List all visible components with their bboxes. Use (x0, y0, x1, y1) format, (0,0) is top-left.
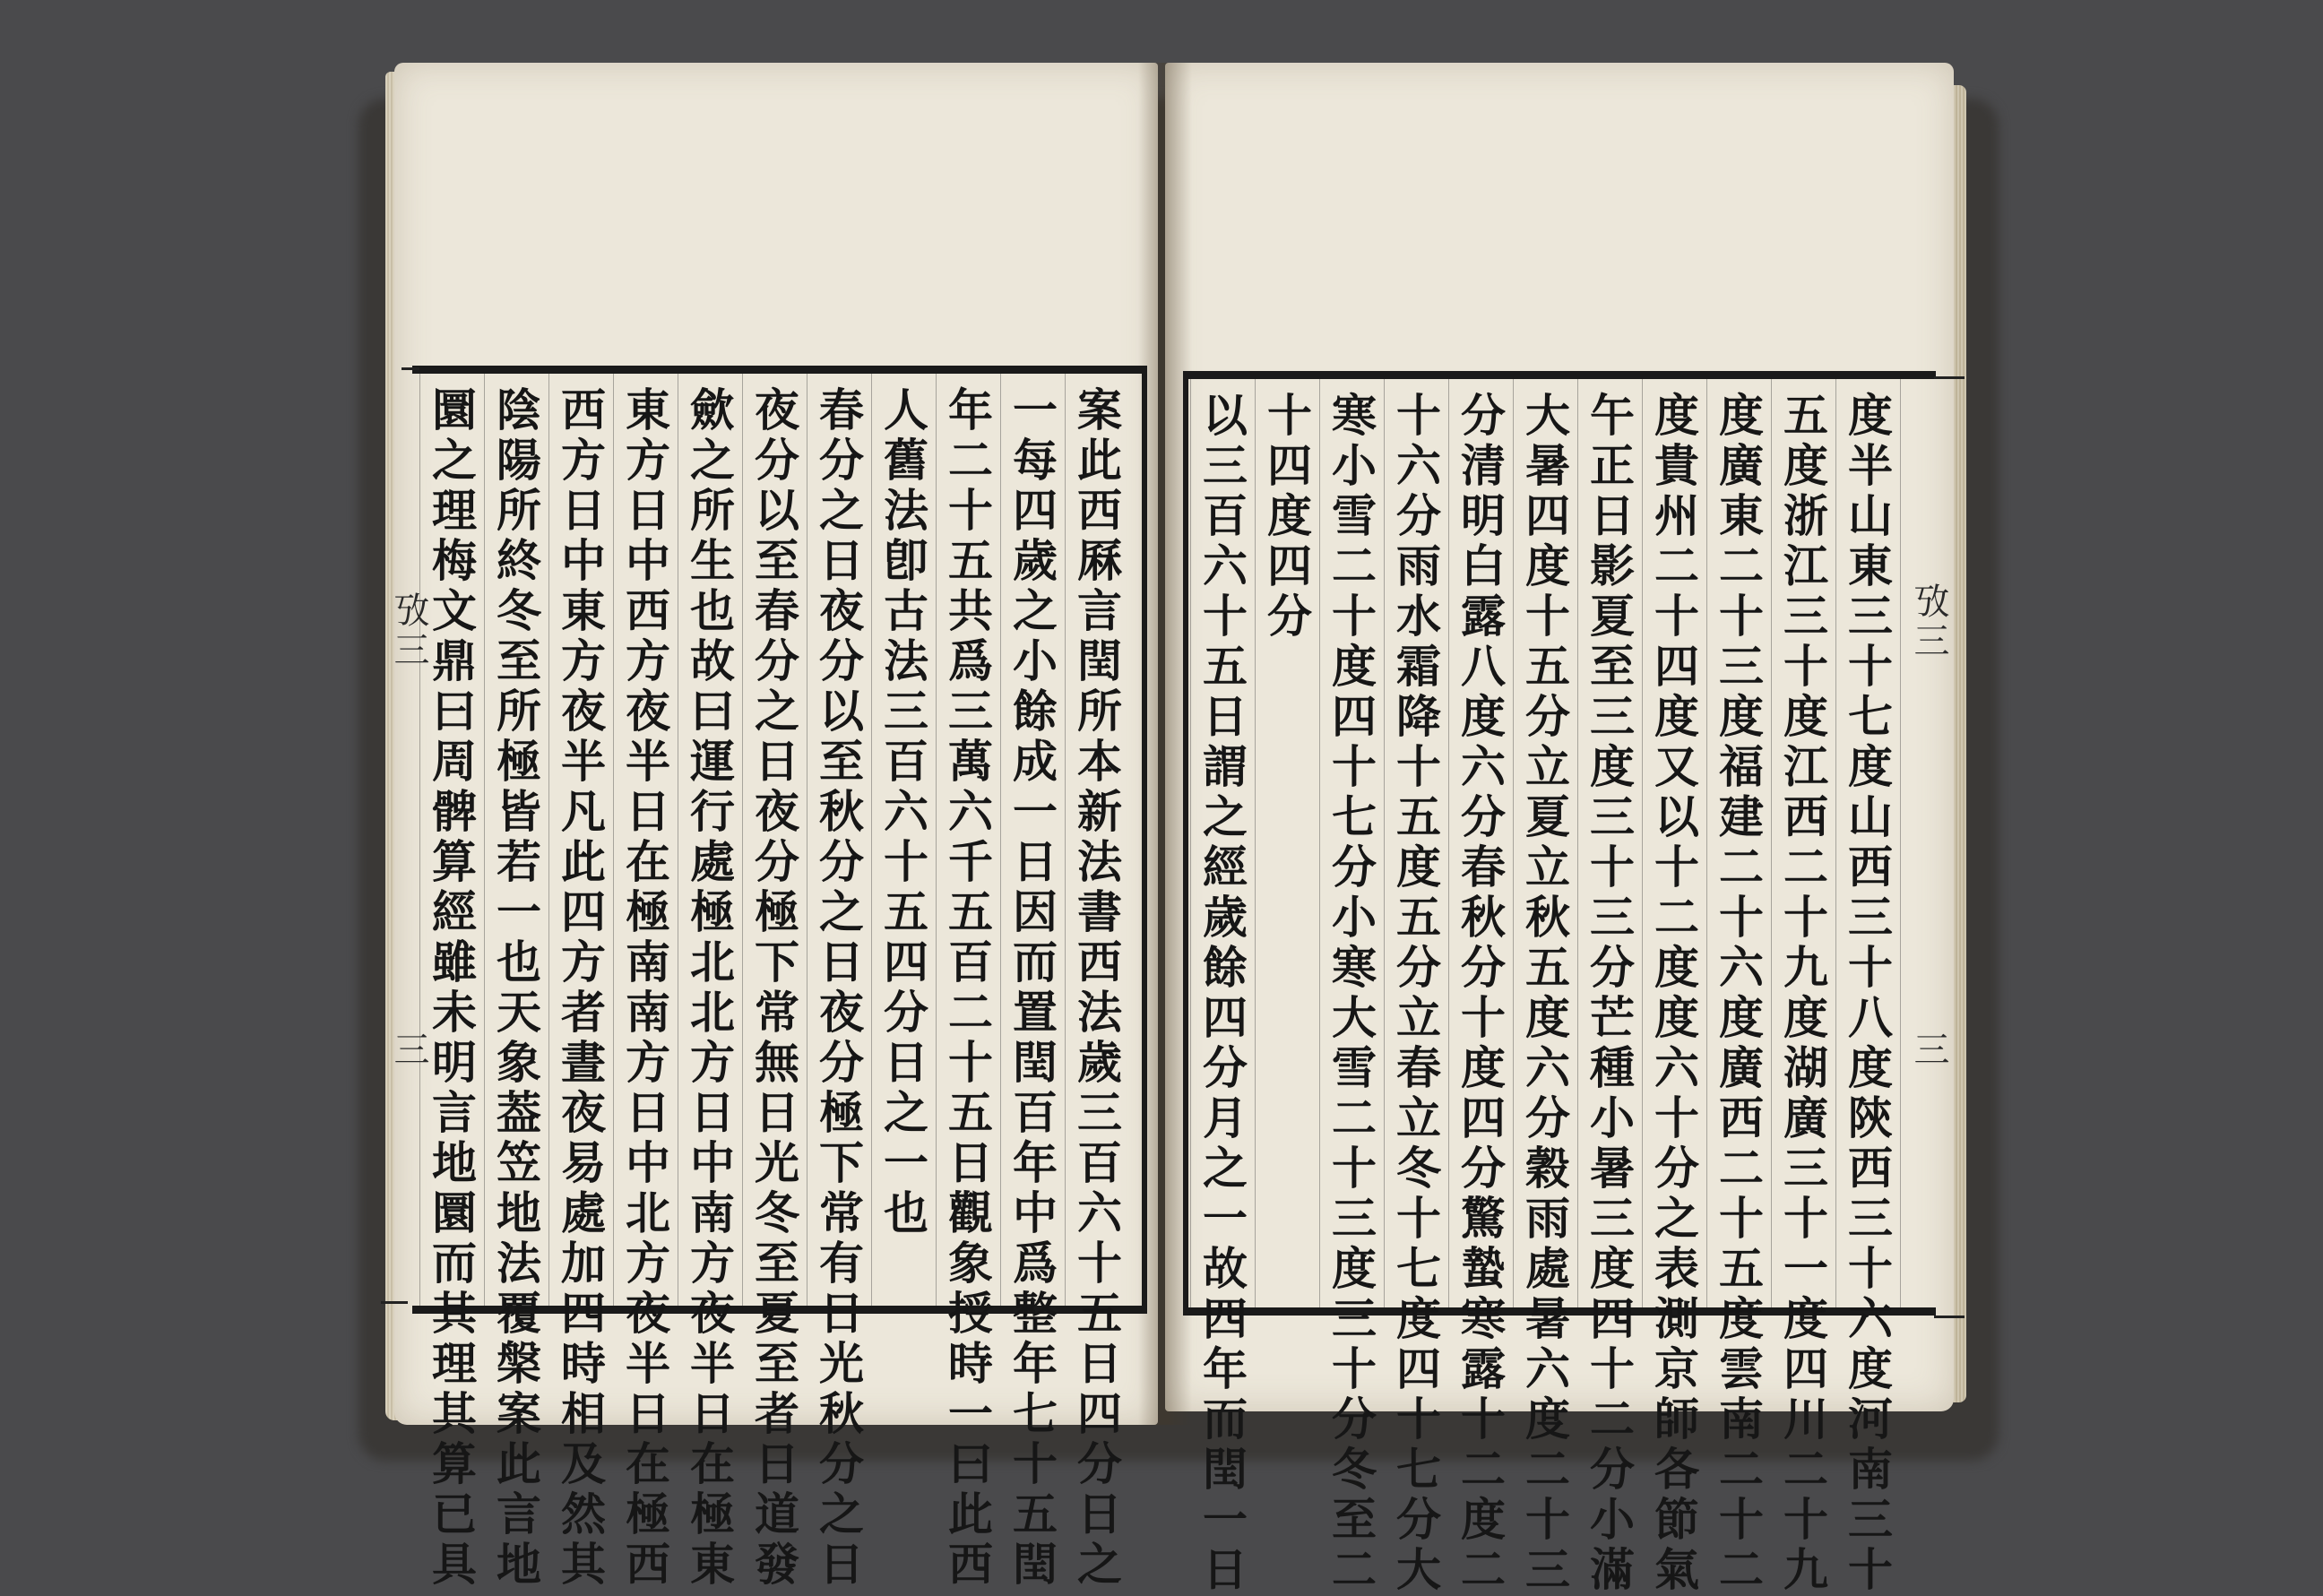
left-page-frame (412, 366, 1147, 1591)
left-margin-label: 攷三 (388, 591, 429, 670)
text-column: 午正日影夏至三度三十三分芒種小暑三度四十二分小滿 (1583, 392, 1636, 1596)
column-rule (1255, 379, 1256, 1307)
column-rule (1065, 374, 1066, 1306)
column-rule (1448, 379, 1449, 1307)
text-column: 西方日中東方夜半凡此四方者晝夜易處加四時相及然其 (554, 386, 607, 1591)
column-rule (1642, 379, 1643, 1307)
text-column: 寒小雪二十度四十七分小寒大雪二十三度三十分冬至二 (1325, 392, 1377, 1596)
text-column: 十四度四分 (1260, 392, 1313, 643)
text-column: 歛之所生也故曰運行處極北北方日中南方夜半日在極東 (683, 386, 736, 1591)
left-margin-page-number: 三 (388, 1031, 429, 1070)
text-column: 春分之日夜分以至秋分之日夜分極下常有日光秋分之日 (812, 386, 865, 1591)
column-rule (1513, 379, 1514, 1307)
right-frame-left-border (1183, 379, 1188, 1307)
frame-tick (381, 1301, 408, 1304)
text-column: 年二十五共爲三萬六千五百二十五日觀象授時一曰此西 (941, 386, 994, 1591)
column-rule (484, 374, 485, 1306)
text-column: 人舊法卽古法三百六十五四分日之一也 (877, 386, 929, 1239)
frame-tick (1934, 376, 1965, 379)
column-rule (1319, 379, 1320, 1307)
column-rule (1190, 379, 1191, 1307)
column-rule (613, 374, 614, 1306)
text-column: 以三百六十五日謂之經歲餘四分月之一故四年而閏一日 (1196, 392, 1248, 1596)
column-rule (1577, 379, 1578, 1307)
text-column: 東方日中西方夜半日在極南南方日中北方夜半日在極西 (618, 386, 671, 1591)
column-rule (1900, 379, 1901, 1307)
text-column: 度廣東二十三度福建二十六度廣西二十五度雲南二十二 (1712, 392, 1765, 1596)
column-rule (1771, 379, 1772, 1307)
text-column: 五度浙江三十度江西二十九度湖廣三十一度四川二十九 (1776, 392, 1829, 1596)
text-column: 圜之理梅文鼎曰周髀算經雖未明言地圜而其理其算已具 (425, 386, 478, 1591)
text-column: 度半山東三十七度山西三十八度陝西三十六度河南三十 (1841, 392, 1894, 1596)
text-column: 分清明白露八度六分春秋分十度四分驚蟄寒露十二度二 (1454, 392, 1507, 1596)
column-rule (1835, 379, 1836, 1307)
text-column: 夜分以至春分之日夜分極下常無日光冬至夏至者日道發 (747, 386, 800, 1591)
left-frame-right-border (1142, 374, 1147, 1306)
text-column: 度貴州二十四度又以十二度度六十分之表測京師各節氣 (1647, 392, 1700, 1596)
column-rule (1706, 379, 1707, 1307)
text-column: 一每四歲之小餘成一日因而置閏百年中爲整年七十五閏 (1006, 386, 1058, 1591)
column-rule (419, 374, 420, 1306)
right-margin-label: 攷三 (1908, 582, 1949, 661)
text-column: 十六分雨水霜降十五度五分立春立冬十七度四十七分大 (1389, 392, 1442, 1596)
column-rule (1000, 374, 1001, 1306)
frame-tick (402, 367, 419, 370)
text-column: 陰陽所終冬至所極皆若一也天象葢笠地法覆槃案此言地 (489, 386, 542, 1591)
text-column: 案此西厤言閏所本新法書西法歲三百六十五日四分日之 (1070, 386, 1123, 1591)
column-rule (936, 374, 937, 1306)
column-rule (1384, 379, 1385, 1307)
right-page-frame (1183, 371, 1936, 1596)
frame-tick (1934, 1316, 1965, 1318)
column-rule (871, 374, 872, 1306)
right-margin-page-number: 三 (1908, 1031, 1949, 1070)
column-rule (742, 374, 743, 1306)
text-column: 大暑四度十五分立夏立秋五度六分穀雨處暑六度二十三 (1518, 392, 1571, 1596)
column-rule (548, 374, 549, 1306)
